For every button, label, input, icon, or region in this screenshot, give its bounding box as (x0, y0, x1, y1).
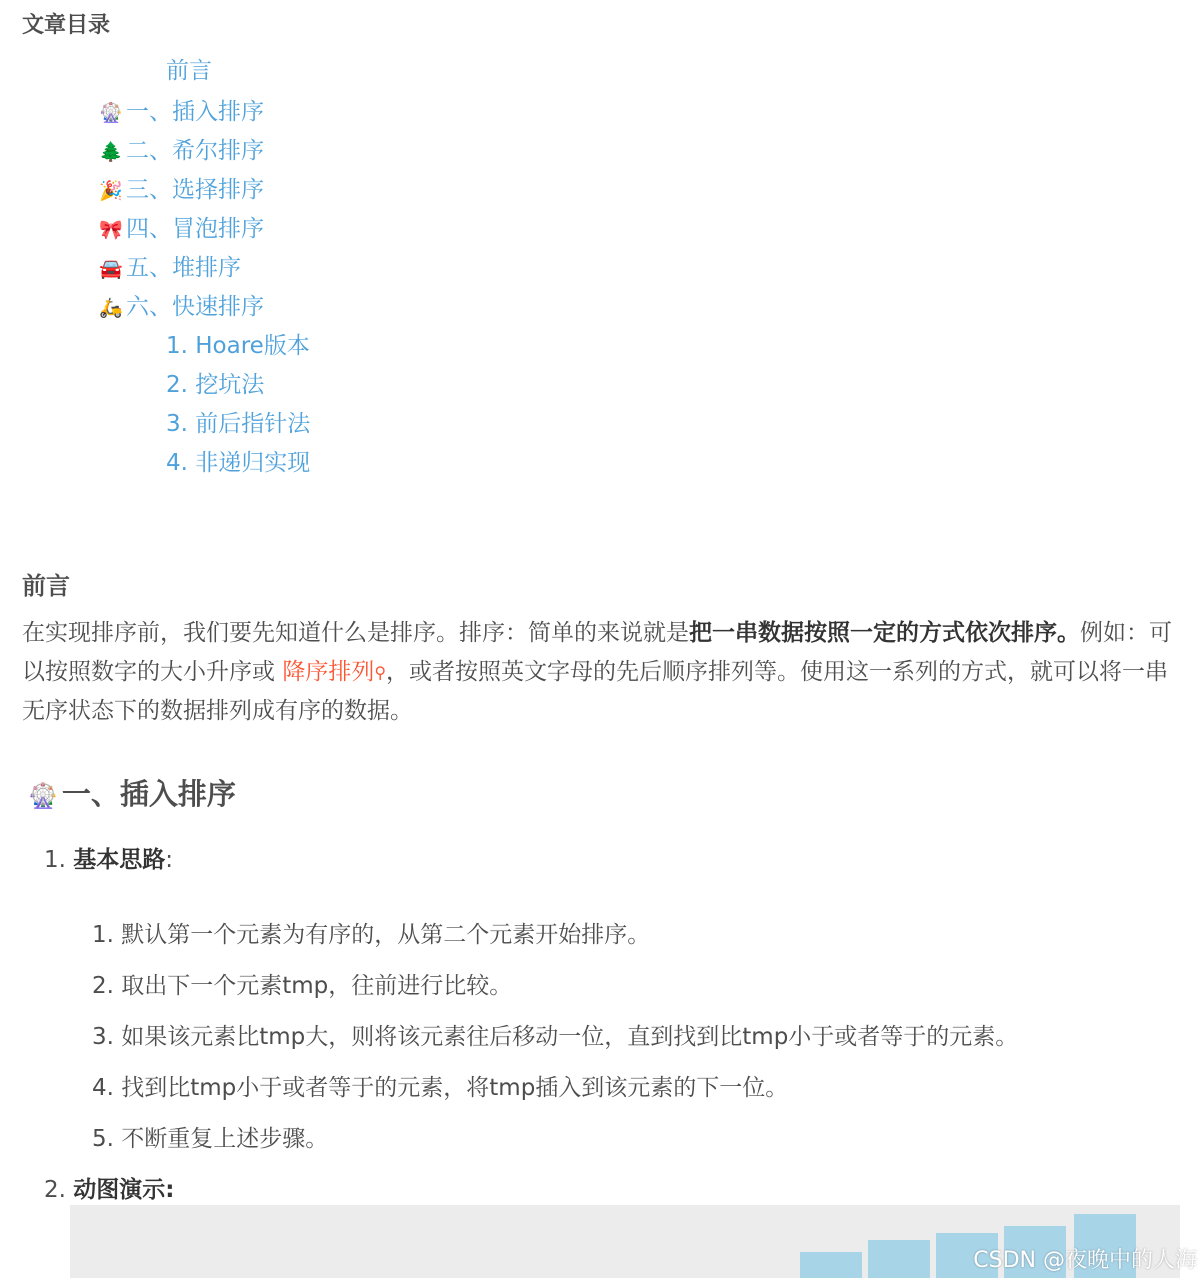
list-item-basic-idea (44, 841, 173, 874)
toc-item-non-recursive[interactable] (166, 448, 310, 478)
tree-icon: 🌲 (99, 141, 123, 163)
descending-sort-link[interactable]: 降序排列 (282, 659, 375, 685)
toc-item-label: 二、希尔排序 (126, 138, 264, 164)
toc-item-label: 1. Hoare版本 (166, 333, 310, 359)
toc-item-bubble-sort[interactable] (98, 214, 264, 245)
preface-paragraph (22, 614, 1187, 731)
basic-idea-label: 基本思路 (73, 847, 166, 873)
toc-item-label: 3. 前后指针法 (166, 411, 311, 437)
list-item-animation-demo (44, 1171, 174, 1204)
toc-item-label: 一、插入排序 (126, 99, 264, 125)
toc-item-label: 4. 非递归实现 (166, 450, 311, 476)
toc-item-quick-sort[interactable] (98, 292, 264, 323)
toc-item-heap-sort[interactable] (98, 253, 241, 284)
csdn-watermark: CSDN @夜晚中的人海 (973, 1248, 1197, 1273)
preface-text-3: ，或者按照英文字母的先后顺序排列等。使用这一系列的方式，就可以将一串无序状态下的数据排列成有序的数据。 (22, 659, 1169, 724)
toc-item-hoare[interactable] (166, 331, 310, 361)
toc-item-shell-sort[interactable] (98, 136, 264, 167)
toc-item-insertion-sort[interactable] (98, 97, 264, 128)
ferris-wheel-icon: 🎡 (99, 102, 123, 124)
toc-title: 文章目录 (22, 13, 111, 38)
step-item: 3. 如果该元素比tmp大，则将该元素往后移动一位，直到找到比tmp小于或者等于的元素。 (92, 1024, 1019, 1050)
car-icon: 🚘 (99, 258, 123, 280)
preface-text-2: 例如：可以按照数字的大小升序或 (22, 620, 1172, 685)
preface-heading: 前言 (22, 572, 70, 600)
step-item: 1. 默认第一个元素为有序的，从第二个元素开始排序。 (92, 922, 651, 948)
toc-item-label: 三、选择排序 (126, 177, 264, 203)
colon: : (165, 847, 174, 873)
toc-item-pit-method[interactable] (166, 370, 264, 400)
step-item: 4. 找到比tmp小于或者等于的元素，将tmp插入到该元素的下一位。 (92, 1075, 789, 1101)
ferris-wheel-icon: 🎡 (28, 782, 58, 810)
step-item: 2. 取出下一个元素tmp，往前进行比较。 (92, 973, 513, 999)
section-heading-insertion-sort (28, 772, 236, 813)
search-icon[interactable]: ⚲ (374, 663, 387, 682)
scooter-icon: 🛵 (99, 297, 123, 319)
party-popper-icon: 🎉 (99, 180, 123, 202)
toc-item-two-pointer[interactable] (166, 409, 310, 439)
demo-bar (800, 1252, 862, 1278)
toc-item-preface[interactable] (166, 56, 212, 86)
toc-item-label: 四、冒泡排序 (126, 216, 264, 242)
animation-demo-label: 动图演示: (73, 1177, 175, 1203)
toc-item-selection-sort[interactable] (98, 175, 264, 206)
list-number: 2. (44, 1177, 66, 1203)
preface-text-1: 在实现排序前，我们要先知道什么是排序。排序：简单的来说就是 (22, 620, 689, 646)
toc-item-label: 前言 (166, 58, 212, 84)
step-item: 5. 不断重复上述步骤。 (92, 1126, 329, 1152)
demo-bar (868, 1240, 930, 1278)
toc-item-label: 五、堆排序 (126, 255, 241, 281)
toc-item-label: 六、快速排序 (126, 294, 264, 320)
toc-item-label: 2. 挖坑法 (166, 372, 265, 398)
preface-bold-text: 把一串数据按照一定的方式依次排序。 (689, 620, 1080, 646)
list-number: 1. (44, 847, 66, 873)
ribbon-icon: 🎀 (99, 219, 123, 241)
section-heading-text: 一、插入排序 (61, 777, 236, 811)
